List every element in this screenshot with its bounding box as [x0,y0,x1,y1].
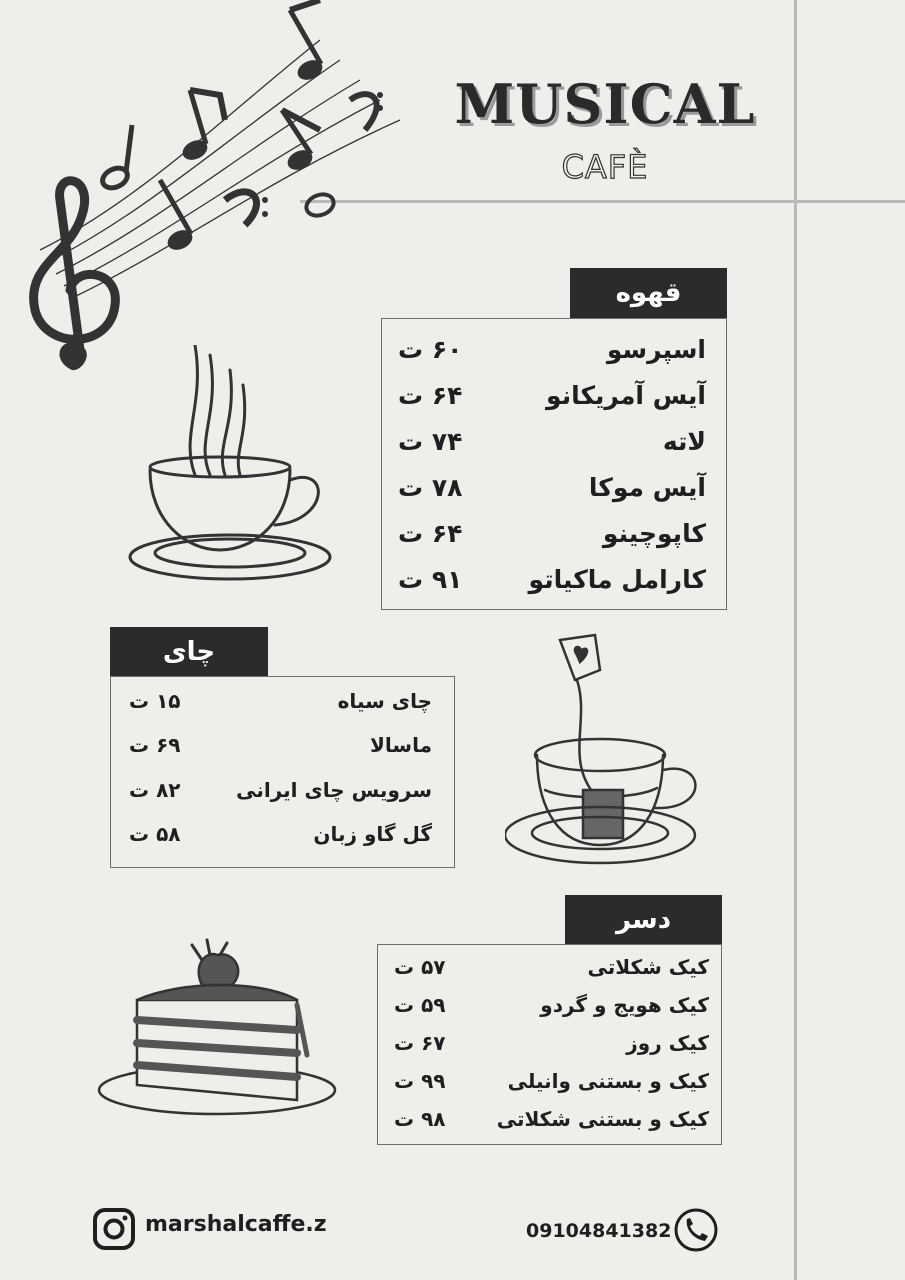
tea-item-price: ۵۸ ت [129,822,181,846]
list-item [378,993,721,1023]
cake-slice-icon [92,935,342,1145]
dessert-menu-box [377,944,722,1145]
coffee-item-name: آیس آمریکانو [546,381,706,410]
dessert-item-name: کیک و بستنی شکلاتی [496,1107,709,1131]
coffee-item-price: ۶۰ ت [398,335,463,364]
list-item [382,427,726,461]
brand-subtitle: CAFÈ [561,148,649,186]
coffee-item-price: ۷۴ ت [398,427,463,456]
list-item [111,822,454,852]
list-item [378,1031,721,1061]
coffee-item-name: آیس موکا [588,473,706,502]
dessert-item-price: ۹۹ ت [394,1069,446,1093]
coffee-item-name: کارامل ماکیاتو [528,565,706,594]
dessert-item-name: کیک روز [626,1031,709,1055]
list-item [382,519,726,553]
tea-item-name: سرویس چای ایرانی [236,778,432,802]
list-item [111,733,454,763]
tea-item-name: ماسالا [370,733,432,757]
tea-section-header [110,627,268,676]
dessert-item-name: کیک شکلاتی [587,955,709,979]
list-item [111,689,454,719]
tea-item-price: ۸۲ ت [129,778,181,802]
tea-cup-icon [505,630,705,870]
instagram-icon[interactable] [92,1207,136,1251]
dessert-item-name: کیک و بستنی وانیلی [507,1069,709,1093]
tea-item-name: گل گاو زبان [313,822,432,846]
coffee-item-name: اسپرسو [606,335,706,364]
dessert-item-price: ۹۸ ت [394,1107,446,1131]
list-item [378,1069,721,1099]
tea-item-price: ۶۹ ت [129,733,181,757]
dessert-section-header [565,895,722,944]
list-item [382,565,726,599]
dessert-item-price: ۶۷ ت [394,1031,446,1055]
coffee-item-price: ۶۴ ت [398,519,463,548]
coffee-section-title: قهوه [615,278,682,308]
list-item [378,1107,721,1137]
list-item [382,335,726,369]
coffee-item-price: ۷۸ ت [398,473,463,502]
tea-item-name: چای سیاه [337,689,432,713]
list-item [378,955,721,985]
coffee-item-name: کاپوچینو [602,519,706,548]
tea-item-price: ۱۵ ت [129,689,181,713]
coffee-item-price: ۹۱ ت [398,565,463,594]
tea-section-title: چای [162,637,216,667]
tea-menu-box [110,676,455,868]
coffee-cup-icon [125,345,340,590]
coffee-menu-box [381,318,727,610]
instagram-handle[interactable]: marshalcaffe.z [145,1212,327,1237]
list-item [111,778,454,808]
coffee-section-header [570,268,727,318]
music-notes-illustration [20,0,420,390]
phone-icon[interactable] [673,1207,719,1253]
dessert-item-name: کیک هویج و گردو [540,993,709,1017]
brand-title: MUSICAL [454,72,756,136]
coffee-item-name: لاته [662,427,706,456]
vertical-divider [794,0,797,1280]
phone-number[interactable]: 09104841382 [526,1220,672,1242]
dessert-item-price: ۵۹ ت [394,993,446,1017]
list-item [382,381,726,415]
dessert-item-price: ۵۷ ت [394,955,446,979]
coffee-item-price: ۶۴ ت [398,381,463,410]
dessert-section-title: دسر [615,905,672,935]
list-item [382,473,726,507]
